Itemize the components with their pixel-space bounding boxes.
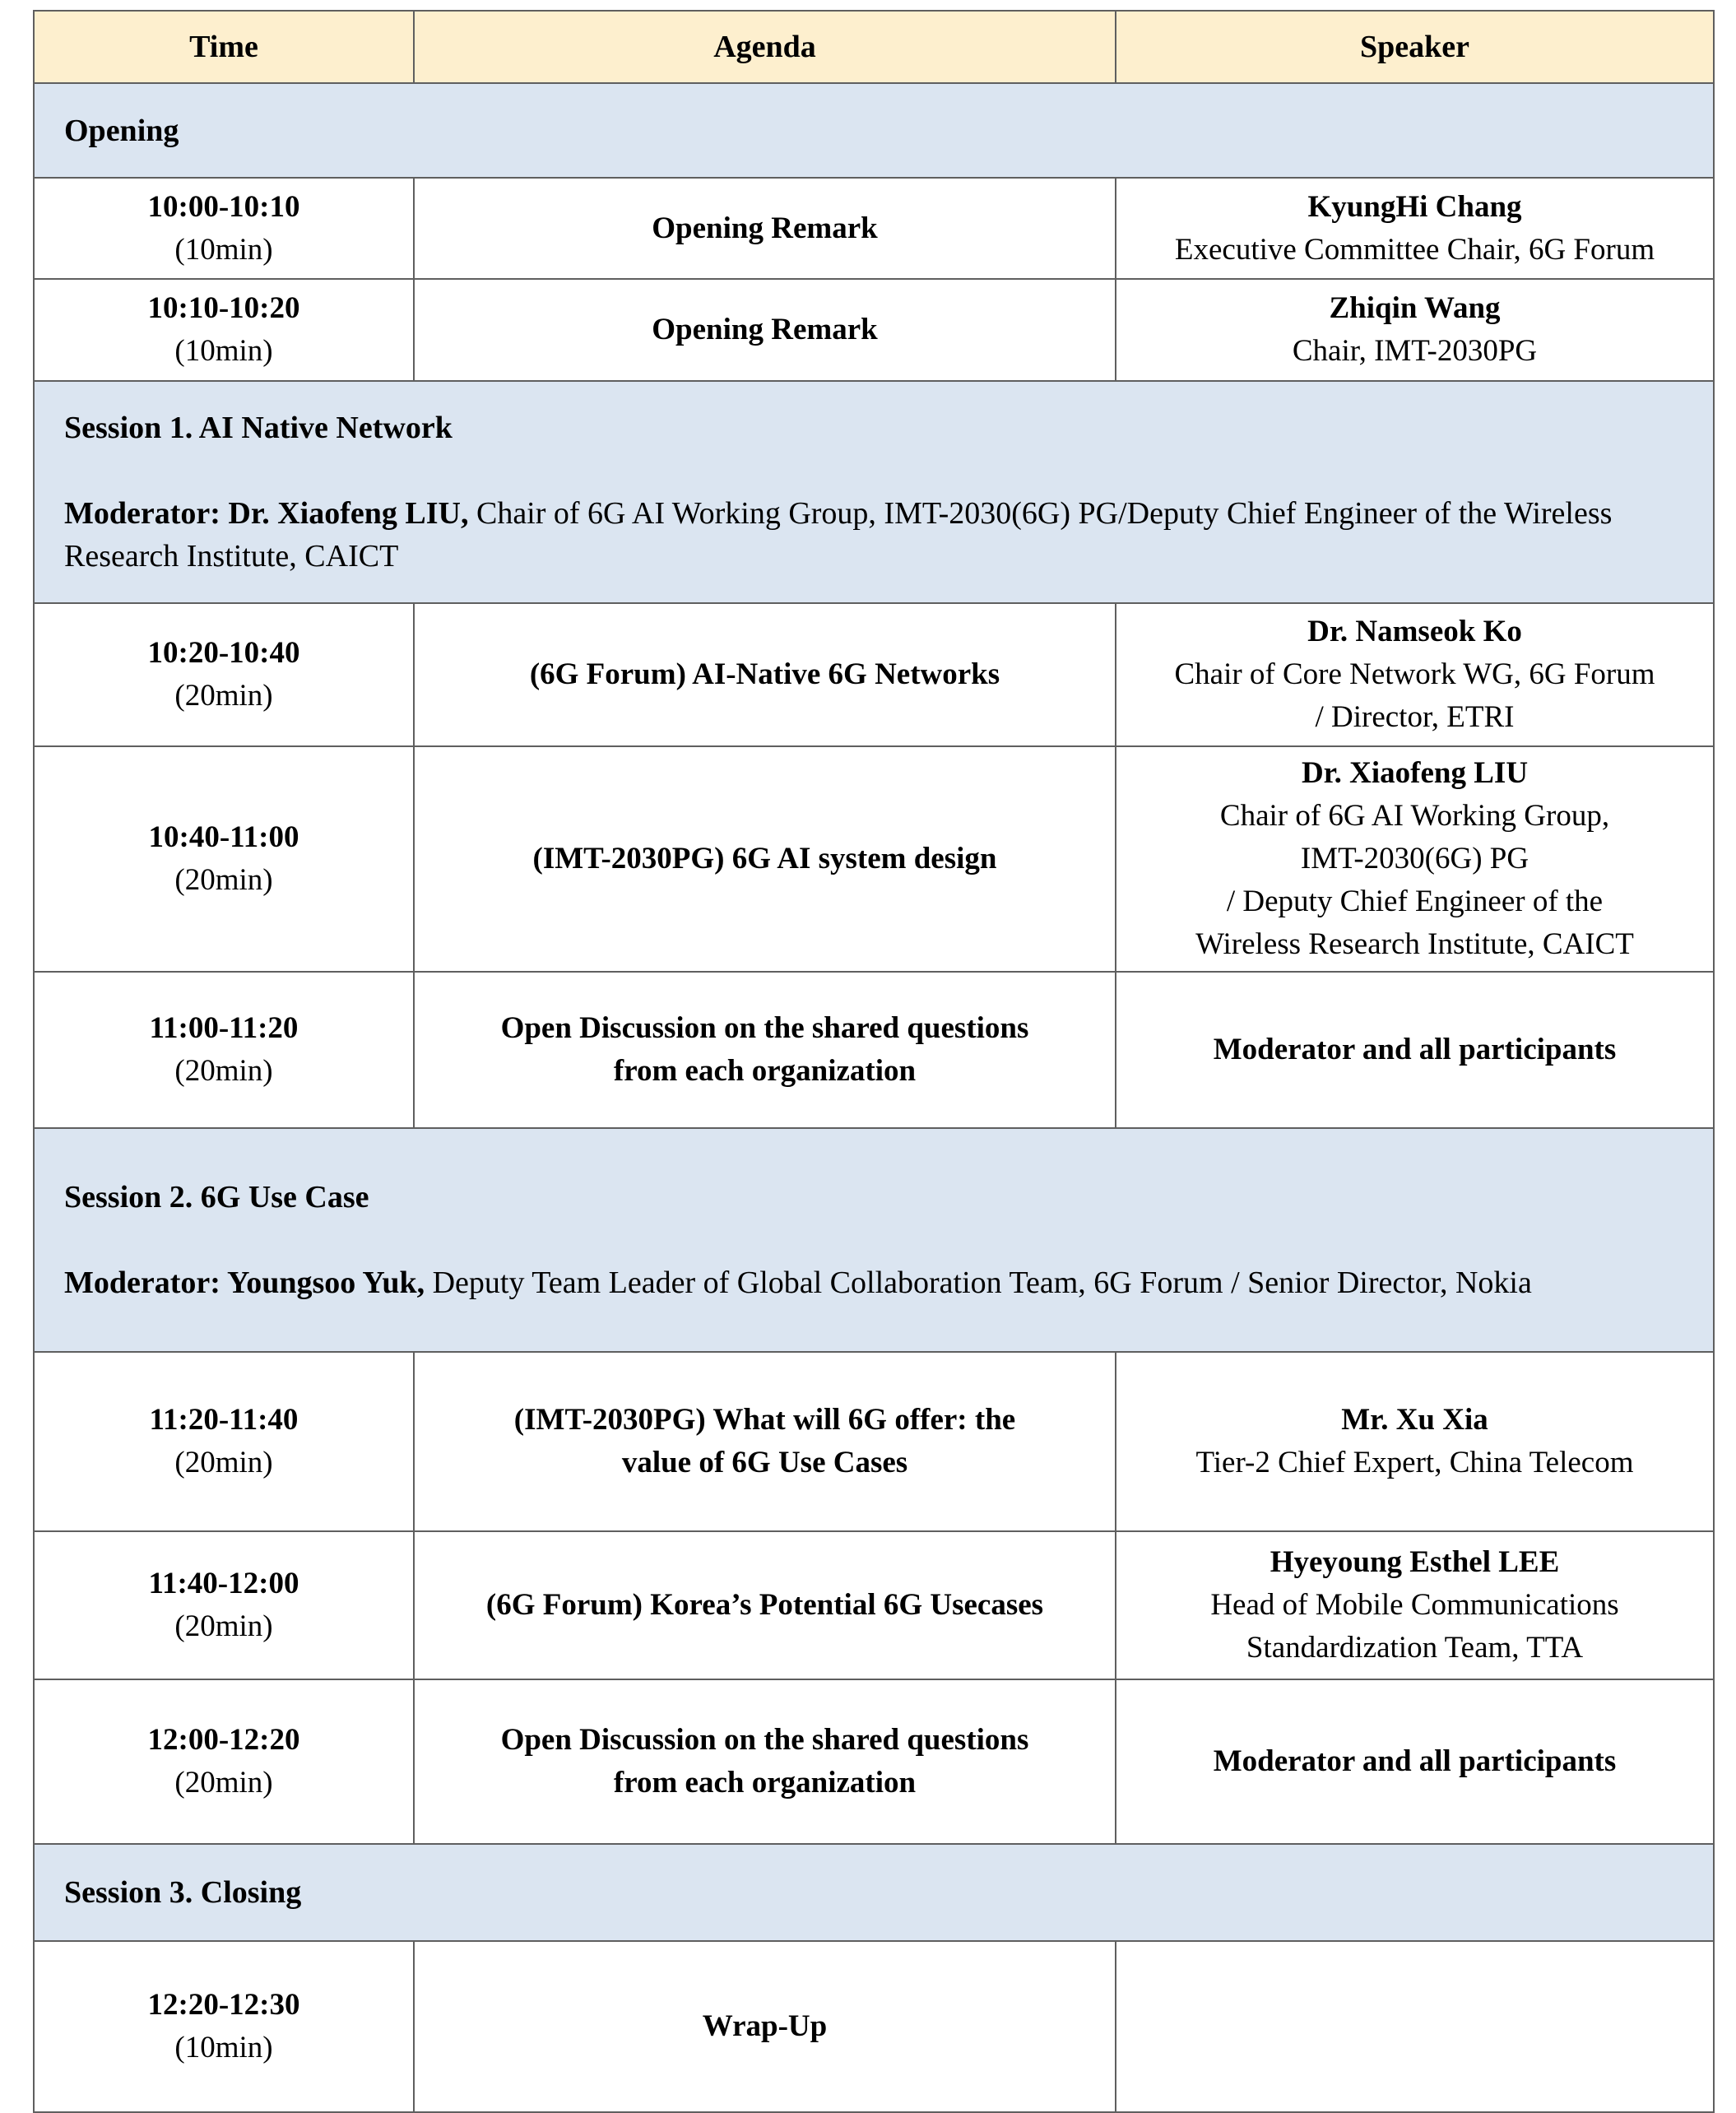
agenda-cell [414, 279, 1116, 381]
section-title: Session 3. Closing [64, 1875, 302, 1910]
table-row [34, 279, 1714, 381]
speaker-affiliation-line: Tier-2 Chief Expert, China Telecom [1195, 1446, 1634, 1479]
table-row [34, 1531, 1714, 1679]
time-range: 11:40-12:00 [148, 1567, 299, 1600]
time-duration: (20min) [174, 679, 273, 713]
table-row [34, 178, 1714, 279]
speaker-name: Dr. Xiaofeng LIU [1301, 756, 1529, 790]
time-duration: (20min) [174, 1766, 273, 1800]
agenda-line: Open Discussion on the shared questions [500, 1011, 1029, 1045]
time-cell [34, 746, 414, 972]
section-row-session1 [34, 381, 1714, 603]
speaker-name: Moderator and all participants [1213, 1033, 1617, 1066]
agenda-cell [414, 1352, 1116, 1531]
speaker-name: Zhiqin Wang [1329, 291, 1501, 325]
speaker-affiliation-line: Wireless Research Institute, CAICT [1195, 927, 1634, 961]
speaker-affiliation-line: / Director, ETRI [1315, 700, 1515, 734]
time-duration: (10min) [174, 2031, 273, 2064]
speaker-affiliation-line: Standardization Team, TTA [1246, 1631, 1584, 1665]
table-row [34, 1352, 1714, 1531]
speaker-cell [1116, 1531, 1714, 1679]
table-row [34, 1679, 1714, 1844]
time-duration: (20min) [174, 863, 273, 897]
section-row-session3 [34, 1844, 1714, 1941]
table-row [34, 603, 1714, 746]
agenda-line: from each organization [613, 1054, 917, 1088]
time-duration: (20min) [174, 1609, 273, 1643]
speaker-affiliation-line: Executive Committee Chair, 6G Forum [1174, 232, 1655, 267]
speaker-affiliation-line: IMT-2030(6G) PG [1300, 842, 1529, 875]
speaker-cell [1116, 746, 1714, 972]
header-time-cell: Time [34, 11, 414, 83]
agenda-line: Open Discussion on the shared questions [500, 1723, 1029, 1757]
agenda-line: Opening Remark [652, 313, 878, 346]
speaker-name: KyungHi Chang [1307, 189, 1522, 224]
table-row [34, 1941, 1714, 2112]
time-range: 11:00-11:20 [149, 1011, 299, 1045]
speaker-affiliation-line: Chair, IMT-2030PG [1292, 334, 1538, 368]
agenda-cell [414, 178, 1116, 279]
header-speaker-cell: Speaker [1116, 11, 1714, 83]
table-row [34, 746, 1714, 972]
speaker-affiliation-line: / Deputy Chief Engineer of the [1226, 885, 1604, 918]
time-range: 12:20-12:30 [147, 1988, 300, 2022]
agenda-line: value of 6G Use Cases [621, 1446, 908, 1479]
time-cell [34, 972, 414, 1128]
speaker-affiliation-line: Chair of Core Network WG, 6G Forum [1174, 657, 1655, 691]
time-range: 10:10-10:20 [147, 291, 300, 325]
speaker-affiliation-line: Head of Mobile Communications [1210, 1588, 1619, 1622]
speaker-cell [1116, 972, 1714, 1128]
agenda-cell [414, 746, 1116, 972]
agenda-line: (IMT-2030PG) What will 6G offer: the [513, 1403, 1016, 1437]
time-range: 11:20-11:40 [149, 1403, 299, 1437]
moderator-text: Deputy Team Leader of Global Collaboration Team, 6G Forum / Senior Director, Nokia [425, 1265, 1532, 1300]
time-cell [34, 1941, 414, 2112]
speaker-cell-empty [1116, 1941, 1714, 2112]
section-row-session2 [34, 1128, 1714, 1352]
moderator-label: Moderator: Dr. Xiaofeng LIU, [64, 496, 469, 531]
section-cell-opening [34, 83, 1714, 178]
time-range: 10:00-10:10 [147, 189, 300, 224]
agenda-cell [414, 972, 1116, 1128]
section-row-opening [34, 83, 1714, 178]
agenda-cell [414, 1941, 1116, 2112]
moderator-label: Moderator: Youngsoo Yuk, [64, 1265, 425, 1300]
time-cell [34, 279, 414, 381]
time-cell [34, 1531, 414, 1679]
speaker-name: Dr. Namseok Ko [1307, 615, 1522, 648]
moderator-note [64, 1261, 1683, 1304]
speaker-cell [1116, 1679, 1714, 1844]
speaker-name: Moderator and all participants [1213, 1744, 1617, 1778]
time-range: 10:20-10:40 [147, 636, 300, 670]
speaker-affiliation-line: Chair of 6G AI Working Group, [1219, 799, 1610, 833]
agenda-table [33, 10, 1715, 2113]
speaker-name: Mr. Xu Xia [1341, 1403, 1488, 1437]
section-title: Session 1. AI Native Network [64, 411, 453, 445]
section-cell-session1 [34, 381, 1714, 603]
speaker-cell [1116, 279, 1714, 381]
agenda-cell [414, 1679, 1116, 1844]
agenda-line: Opening Remark [652, 211, 878, 245]
time-cell [34, 1352, 414, 1531]
section-cell-session3 [34, 1844, 1714, 1941]
agenda-cell [414, 603, 1116, 746]
speaker-name: Hyeyoung Esthel LEE [1270, 1545, 1560, 1579]
moderator-note [64, 492, 1683, 578]
time-cell [34, 1679, 414, 1844]
time-duration: (20min) [174, 1446, 273, 1479]
table-row [34, 972, 1714, 1128]
agenda-line: (IMT-2030PG) 6G AI system design [532, 842, 997, 875]
speaker-cell [1116, 178, 1714, 279]
time-cell [34, 603, 414, 746]
agenda-line: Wrap-Up [702, 2009, 828, 2043]
time-duration: (20min) [174, 1054, 273, 1088]
section-title: Opening [64, 113, 179, 148]
agenda-cell [414, 1531, 1116, 1679]
agenda-line: (6G Forum) Korea’s Potential 6G Usecases [485, 1588, 1044, 1622]
time-duration: (10min) [174, 334, 273, 368]
time-cell [34, 178, 414, 279]
section-cell-session2 [34, 1128, 1714, 1352]
time-range: 10:40-11:00 [148, 820, 299, 854]
agenda-line: from each organization [613, 1766, 917, 1800]
header-agenda-cell: Agenda [414, 11, 1116, 83]
speaker-cell [1116, 603, 1714, 746]
time-range: 12:00-12:20 [147, 1723, 300, 1757]
agenda-line: (6G Forum) AI-Native 6G Networks [529, 657, 1000, 691]
time-duration: (10min) [174, 232, 273, 267]
speaker-cell [1116, 1352, 1714, 1531]
moderator-text: Chair of 6G AI Working Group, IMT-2030(6G) PG/Deputy Chief Engineer of the Wireless Research Institute, CAICT [64, 496, 1613, 574]
section-title: Session 2. 6G Use Case [64, 1180, 369, 1214]
table-header-row [34, 11, 1714, 83]
